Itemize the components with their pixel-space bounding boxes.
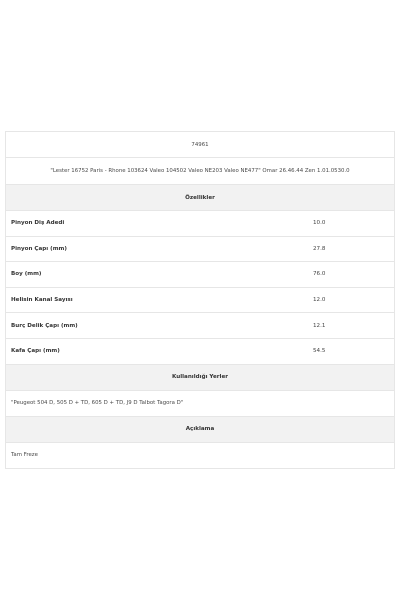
product-code-row bbox=[6, 132, 394, 157]
usage-header bbox=[6, 364, 394, 390]
spec-value: 27.8 bbox=[313, 245, 326, 252]
references-row bbox=[6, 157, 394, 184]
spec-value: 10.0 bbox=[313, 220, 326, 227]
features-title: Özellikler bbox=[185, 194, 215, 201]
spec-row-helix-grooves bbox=[6, 287, 394, 313]
spec-value: 76.0 bbox=[313, 271, 326, 278]
oem-references: "Lester 16752 Paris - Rhone 103624 Valeo 104502 Valeo NE203 Valeo NE477" Omar 26.46.44 Zen 1.01.0530.0 bbox=[50, 168, 350, 174]
features-header bbox=[6, 184, 394, 210]
product-code: 74961 bbox=[191, 141, 209, 148]
spec-label: Pinyon Diş Adedi bbox=[11, 220, 65, 227]
description-text: Tam Freze bbox=[11, 452, 38, 459]
description-header bbox=[6, 416, 394, 442]
spec-row-length bbox=[6, 261, 394, 287]
spec-label: Boy (mm) bbox=[11, 271, 42, 278]
spec-label: Kafa Çapı (mm) bbox=[11, 348, 60, 355]
spec-value: 12.1 bbox=[313, 322, 326, 329]
spec-row-pinion-diameter bbox=[6, 236, 394, 262]
spec-value: 54.5 bbox=[313, 348, 326, 355]
description-title: Açıklama bbox=[185, 426, 215, 433]
description-row bbox=[6, 442, 394, 468]
spec-label: Burç Delik Çapı (mm) bbox=[11, 322, 78, 329]
usage-title: Kullanıldığı Yerler bbox=[172, 374, 228, 381]
spec-row-pinion-teeth bbox=[6, 210, 394, 236]
spec-value: 12.0 bbox=[313, 297, 326, 304]
usage-row bbox=[6, 390, 394, 416]
spec-label: Pinyon Çapı (mm) bbox=[11, 245, 67, 252]
product-spec-table bbox=[5, 131, 395, 469]
spec-label: Helisin Kanal Sayısı bbox=[11, 297, 73, 304]
spec-row-bushing-bore bbox=[6, 312, 394, 338]
spec-row-head-diameter bbox=[6, 338, 394, 364]
usage-text: "Peugeot 504 D, 505 D + TD, 605 D + TD, J9 D Talbot Tagora D" bbox=[11, 400, 184, 407]
